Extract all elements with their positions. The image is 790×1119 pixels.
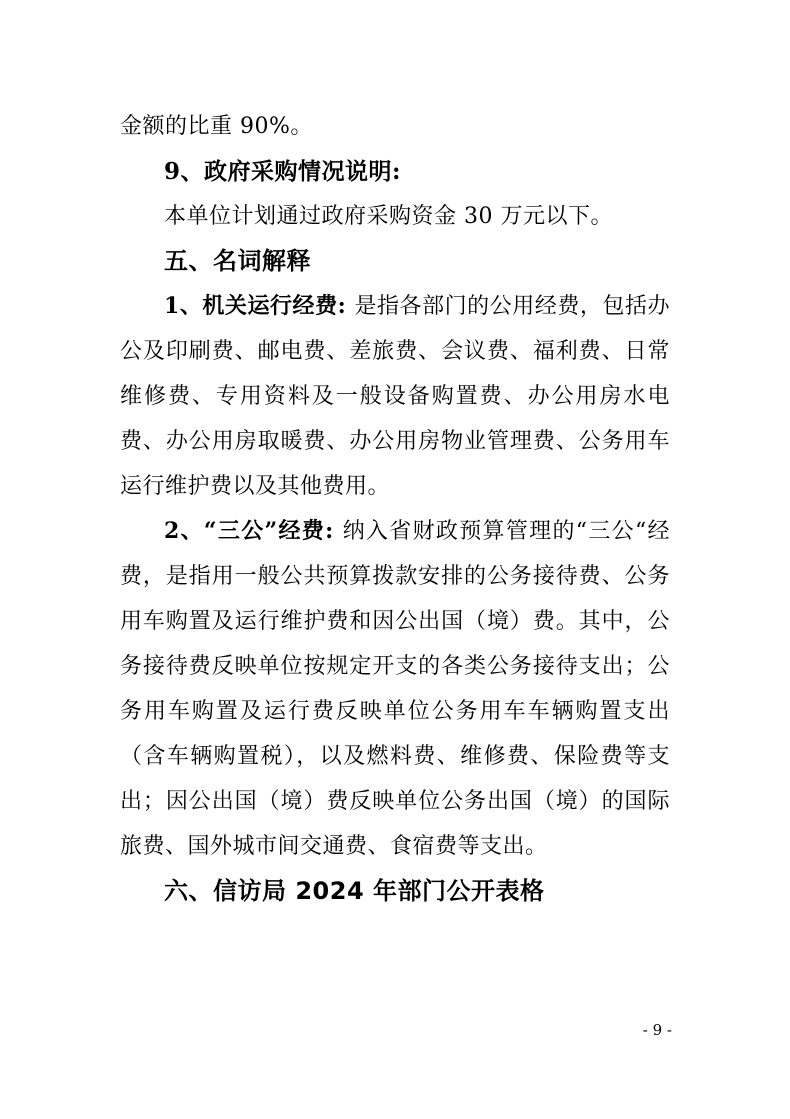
term-2-body: 纳入省财政预算管理的“三公“经费，是指用一般公共预算拨款安排的公务接待费、公务用车购置及运行维护费和因公出国（境）费。其中，公务接待费反映单位按规定开支的各类公务接待支出；公务用车购置及运行费反映单位公务用车车辆购置支出（含车辆购置税），以及燃料费、维修费、保险费等支出；因公出国（境）费反映单位公务出国（境）的国际旅费、国外城市间交通费、食宿费等支出。: [120, 519, 671, 859]
continuation-paragraph: 金额的比重 90%。: [120, 114, 313, 139]
term-paragraph-1: [120, 284, 670, 509]
term-1-lead: 1、机关运行经费:: [164, 293, 355, 319]
section-5-heading: 五、名词解释: [164, 247, 311, 275]
page-number: - 9 -: [642, 1021, 672, 1039]
page-content: [120, 104, 670, 914]
procurement-section-title: 9、政府采购情况说明:: [164, 158, 401, 185]
term-1-body: 是指各部门的公用经费，包括办公及印刷费、邮电费、差旅费、会议费、福利费、日常维修费、专用资料及一般设备购置费、办公用房水电费、办公用房取暖费、办公用房物业管理费、公务用车运行维护费以及其他费用。: [120, 294, 670, 499]
section-6-heading: 六、信访局 2024 年部门公开表格: [164, 877, 545, 905]
procurement-section-body: 本单位计划通过政府采购资金 30 万元以下。: [164, 204, 613, 229]
term-paragraph-2: [120, 509, 670, 869]
term-2-lead: 2、“三公”经费:: [164, 518, 343, 544]
